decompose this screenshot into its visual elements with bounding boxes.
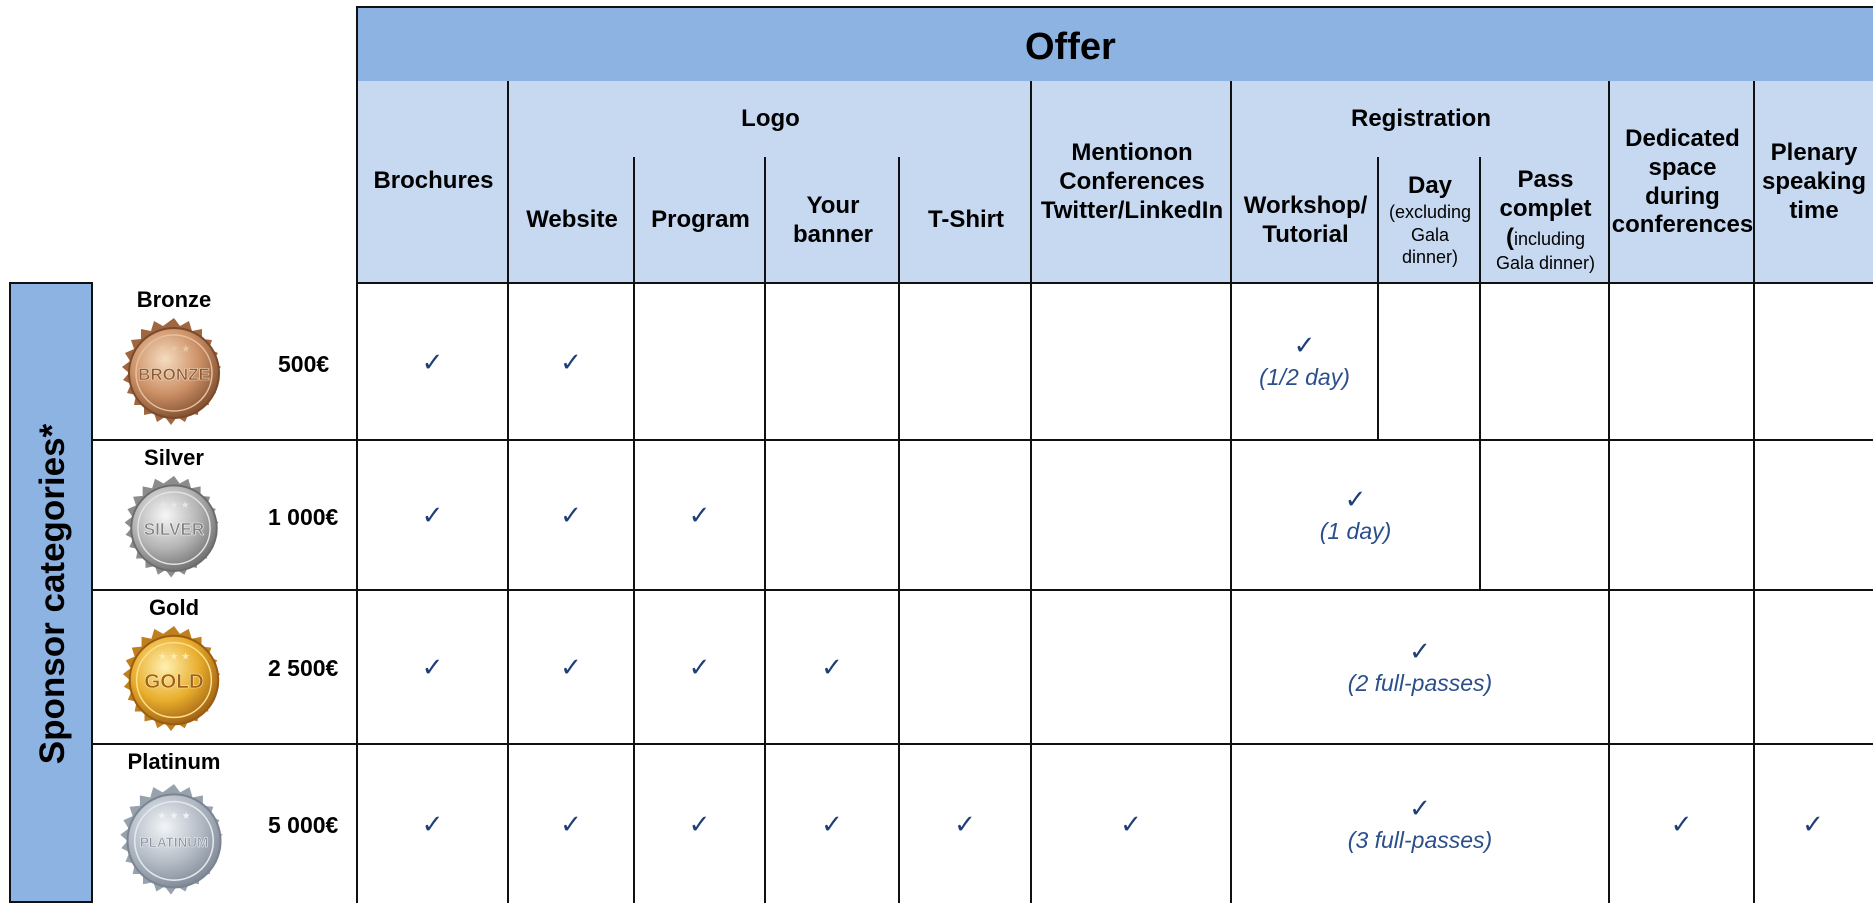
bronze-website-check: ✓ [560, 346, 582, 377]
sponsor-categories-side [9, 282, 93, 903]
brochures-header [356, 81, 509, 284]
dedicated-label-3: conferences [1611, 211, 1754, 239]
reg-day-label-1: Day [1407, 172, 1453, 200]
logo-program-header [633, 157, 766, 284]
price-platinum: 5 000€ [268, 812, 339, 838]
gold-medal-icon [115, 624, 233, 742]
logo-banner-label-1: Your [806, 191, 860, 219]
logo-website-label: Website [526, 206, 618, 234]
mention-label-1: Mentionon [1071, 139, 1193, 167]
dedicated-label-2: space during [1645, 153, 1720, 210]
reg-pass-label-3 [1506, 224, 1585, 253]
plenary-label-3: time [1789, 196, 1839, 224]
sponsor-categories-label: Sponsor categories* [33, 423, 72, 765]
logo-label: Logo [741, 104, 800, 132]
logo-tshirt-label: T-Shirt [928, 206, 1004, 234]
platinum-registration [1230, 745, 1610, 903]
logo-program-label: Program [651, 206, 750, 234]
reg-workshop-header [1230, 157, 1379, 284]
reg-pass-paren: ( [1505, 223, 1514, 251]
svg-text:GOLD: GOLD [144, 669, 204, 693]
logo-banner-label-2: banner [792, 220, 873, 248]
reg-day-label-4: dinner) [1401, 247, 1459, 268]
platinum-tshirt-check: ✓ [954, 809, 976, 839]
silver-registration-note: (1 day) [1319, 517, 1392, 544]
gold-registration-note: (2 full-passes) [1347, 669, 1493, 696]
registration-header [1230, 81, 1610, 159]
logo-website-header [507, 157, 635, 284]
logo-header [507, 81, 1032, 159]
svg-text:SILVER: SILVER [143, 519, 205, 539]
tier-name-bronze: Bronze [136, 287, 212, 312]
reg-workshop-label-2: Tutorial [1262, 220, 1349, 248]
platinum-banner-check: ✓ [821, 809, 843, 839]
bronze-registration-note: (1/2 day) [1259, 364, 1350, 390]
silver-medal-icon [117, 474, 231, 588]
svg-text:★ ★ ★: ★ ★ ★ [158, 651, 190, 663]
gold-website-check: ✓ [560, 652, 582, 682]
silver-registration [1230, 441, 1481, 589]
bronze-registration-check: ✓ [1293, 330, 1316, 360]
platinum-brochures-check: ✓ [421, 809, 444, 839]
mention-label-2: Conferences [1059, 168, 1205, 196]
registration-label: Registration [1350, 104, 1491, 132]
price-bronze: 500€ [278, 351, 330, 377]
price-silver: 1 000€ [268, 504, 339, 530]
platinum-registration-note: (3 full-passes) [1347, 826, 1493, 853]
plenary-label-2: speaking [1761, 168, 1867, 196]
gold-brochures-check: ✓ [421, 652, 444, 682]
gold-registration-check: ✓ [1409, 635, 1431, 666]
gold-banner-check: ✓ [821, 652, 843, 682]
tier-name-platinum: Platinum [127, 749, 221, 774]
svg-text:★ ★ ★: ★ ★ ★ [157, 811, 191, 823]
platinum-plenary-check: ✓ [1802, 809, 1824, 839]
offer-title: Offer [1025, 26, 1116, 68]
gold-program-check: ✓ [688, 652, 711, 682]
offer-header [356, 6, 1873, 83]
reg-pass-including: including [1513, 228, 1586, 249]
plenary-label-1: Plenary [1770, 139, 1858, 167]
price-gold: 2 500€ [268, 655, 339, 681]
silver-registration-check: ✓ [1344, 483, 1367, 514]
bronze-brochures-check: ✓ [421, 346, 444, 377]
platinum-dedicated-check: ✓ [1670, 809, 1693, 839]
reg-day-label-2: (excluding [1388, 202, 1472, 223]
tier-name-silver: Silver [144, 445, 204, 470]
reg-pass-label-1: Pass [1517, 166, 1574, 194]
dedicated-header [1608, 81, 1755, 284]
reg-day-header [1377, 157, 1481, 284]
silver-website-check: ✓ [560, 500, 582, 530]
mention-label-3: Twitter/LinkedIn [1040, 196, 1224, 224]
platinum-registration-check: ✓ [1409, 792, 1431, 823]
reg-day-label-3: Gala [1410, 224, 1450, 245]
svg-text:PLATINUM: PLATINUM [139, 835, 209, 851]
gold-registration [1230, 591, 1610, 743]
reg-pass-label-4: Gala dinner) [1495, 253, 1596, 274]
tier-name-gold: Gold [148, 595, 200, 620]
logo-tshirt-header [898, 157, 1032, 284]
bronze-registration [1230, 284, 1379, 439]
silver-brochures-check: ✓ [421, 500, 444, 530]
mention-header [1030, 81, 1232, 284]
reg-pass-header [1479, 157, 1610, 284]
platinum-program-check: ✓ [688, 809, 711, 839]
reg-workshop-label-1: Workshop/ [1243, 191, 1368, 219]
silver-program-check: ✓ [688, 500, 711, 530]
svg-text:★ ★ ★: ★ ★ ★ [158, 500, 190, 512]
logo-banner-header [764, 157, 900, 284]
bronze-medal-icon [114, 316, 234, 436]
platinum-medal-icon [112, 782, 236, 906]
platinum-mention-check: ✓ [1120, 809, 1142, 839]
plenary-header [1753, 81, 1873, 284]
reg-pass-label-2: complet [1499, 194, 1592, 222]
svg-text:BRONZE: BRONZE [138, 365, 210, 384]
brochures-label: Brochures [373, 167, 494, 195]
svg-text:★ ★ ★: ★ ★ ★ [157, 344, 191, 355]
platinum-website-check: ✓ [560, 809, 582, 839]
dedicated-label-1: Dedicated [1625, 124, 1740, 152]
